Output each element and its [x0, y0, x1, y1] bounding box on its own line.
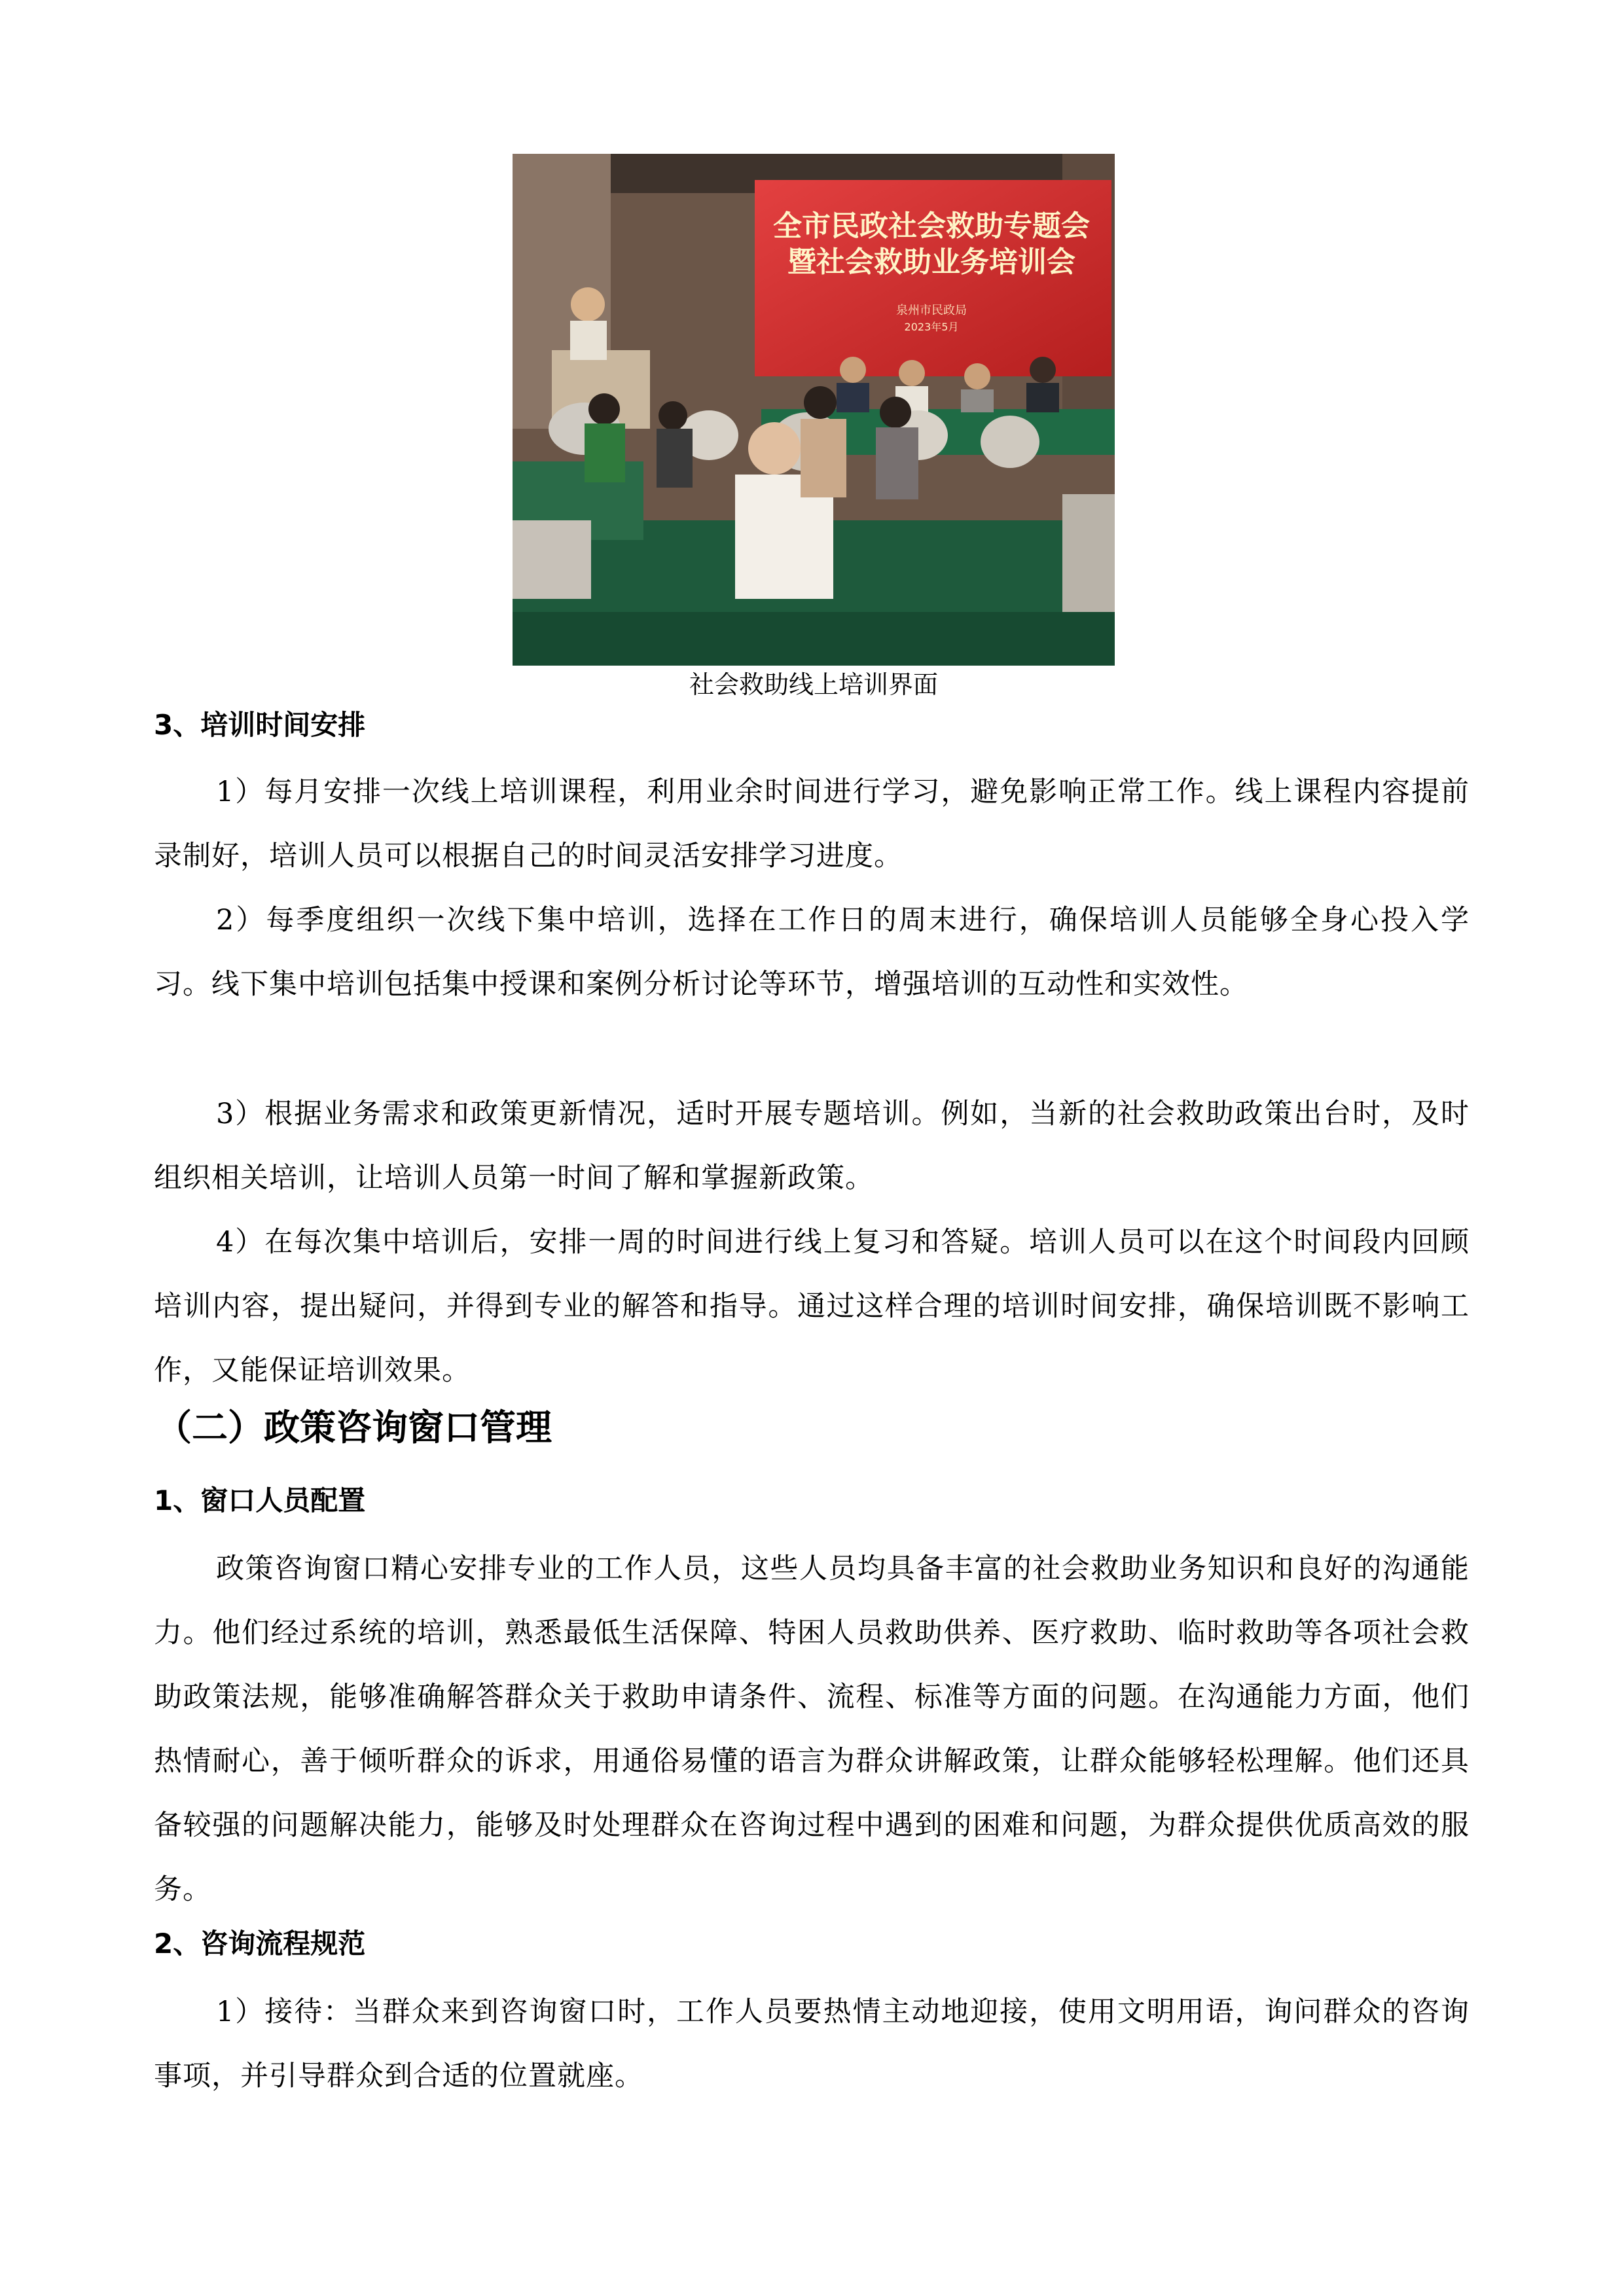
schedule-paragraph-3: 3）根据业务需求和政策更新情况，适时开展专题培训。例如，当新的社会救助政策出台时，及时组织相关培训，让培训人员第一时间了解和掌握新政策。 [154, 1098, 1470, 1194]
schedule-paragraph-4: 4）在每次集中培训后，安排一周的时间进行线上复习和答疑。培训人员可以在这个时间段内回顾培训内容，提出疑问，并得到专业的解答和指导。通过这样合理的培训时间安排，确保培训既不影响工作，又能保证培训效果。 [154, 1226, 1470, 1387]
banner-title-line1: 全市民政社会救助专题会 [773, 209, 1090, 243]
banner-date: 2023年5月 [904, 321, 959, 333]
schedule-paragraph-2: 2）每季度组织一次线下集中培训，选择在工作日的周末进行，确保培训人员能够全身心投入学习。线下集中培训包括集中授课和案例分析讨论等环节，增强培训的互动性和实效性。 [154, 904, 1470, 1001]
schedule-paragraph-1: 1）每月安排一次线上培训课程，利用业余时间进行学习，避免影响正常工作。线上课程内容提前录制好，培训人员可以根据自己的时间灵活安排学习进度。 [154, 776, 1470, 872]
banner-title-line2: 暨社会救助业务培训会 [787, 245, 1075, 279]
banner-org: 泉州市民政局 [896, 304, 967, 317]
chapter-title-policy-consultation: （二）政策咨询窗口管理 [156, 1407, 552, 1448]
staffing-paragraph: 政策咨询窗口精心安排专业的工作人员，这些人员均具备丰富的社会救助业务知识和良好的沟通能力。他们经过系统的培训，熟悉最低生活保障、特困人员救助供养、医疗救助、临时救助等各项社会救助政策法规，能够准确解答群众关于救助申请条件、流程、标准等方面的问题。在沟通能力方面，他们热情耐心，善于倾听群众的诉求，用通俗易懂的语言为群众讲解政策，让群众能够轻松理解。他们还具备较强的问题解决能力，能够及时处理群众在咨询过程中遇到的困难和问题，为群众提供优质高效的服务。 [154, 1552, 1470, 1906]
meeting-photo-illustration [513, 154, 1115, 666]
process-paragraph-reception: 1）接待：当群众来到咨询窗口时，工作人员要热情主动地迎接，使用文明用语，询问群众的咨询事项，并引导群众到合适的位置就座。 [154, 1996, 1470, 2092]
training-meeting-photo [513, 154, 1115, 666]
section-title-consultation-process: 2、咨询流程规范 [154, 1928, 366, 1960]
section-title-window-staffing: 1、窗口人员配置 [154, 1484, 366, 1516]
photo-caption: 社会救助线上培训界面 [689, 670, 938, 699]
section-title-training-schedule: 3、培训时间安排 [154, 709, 366, 741]
